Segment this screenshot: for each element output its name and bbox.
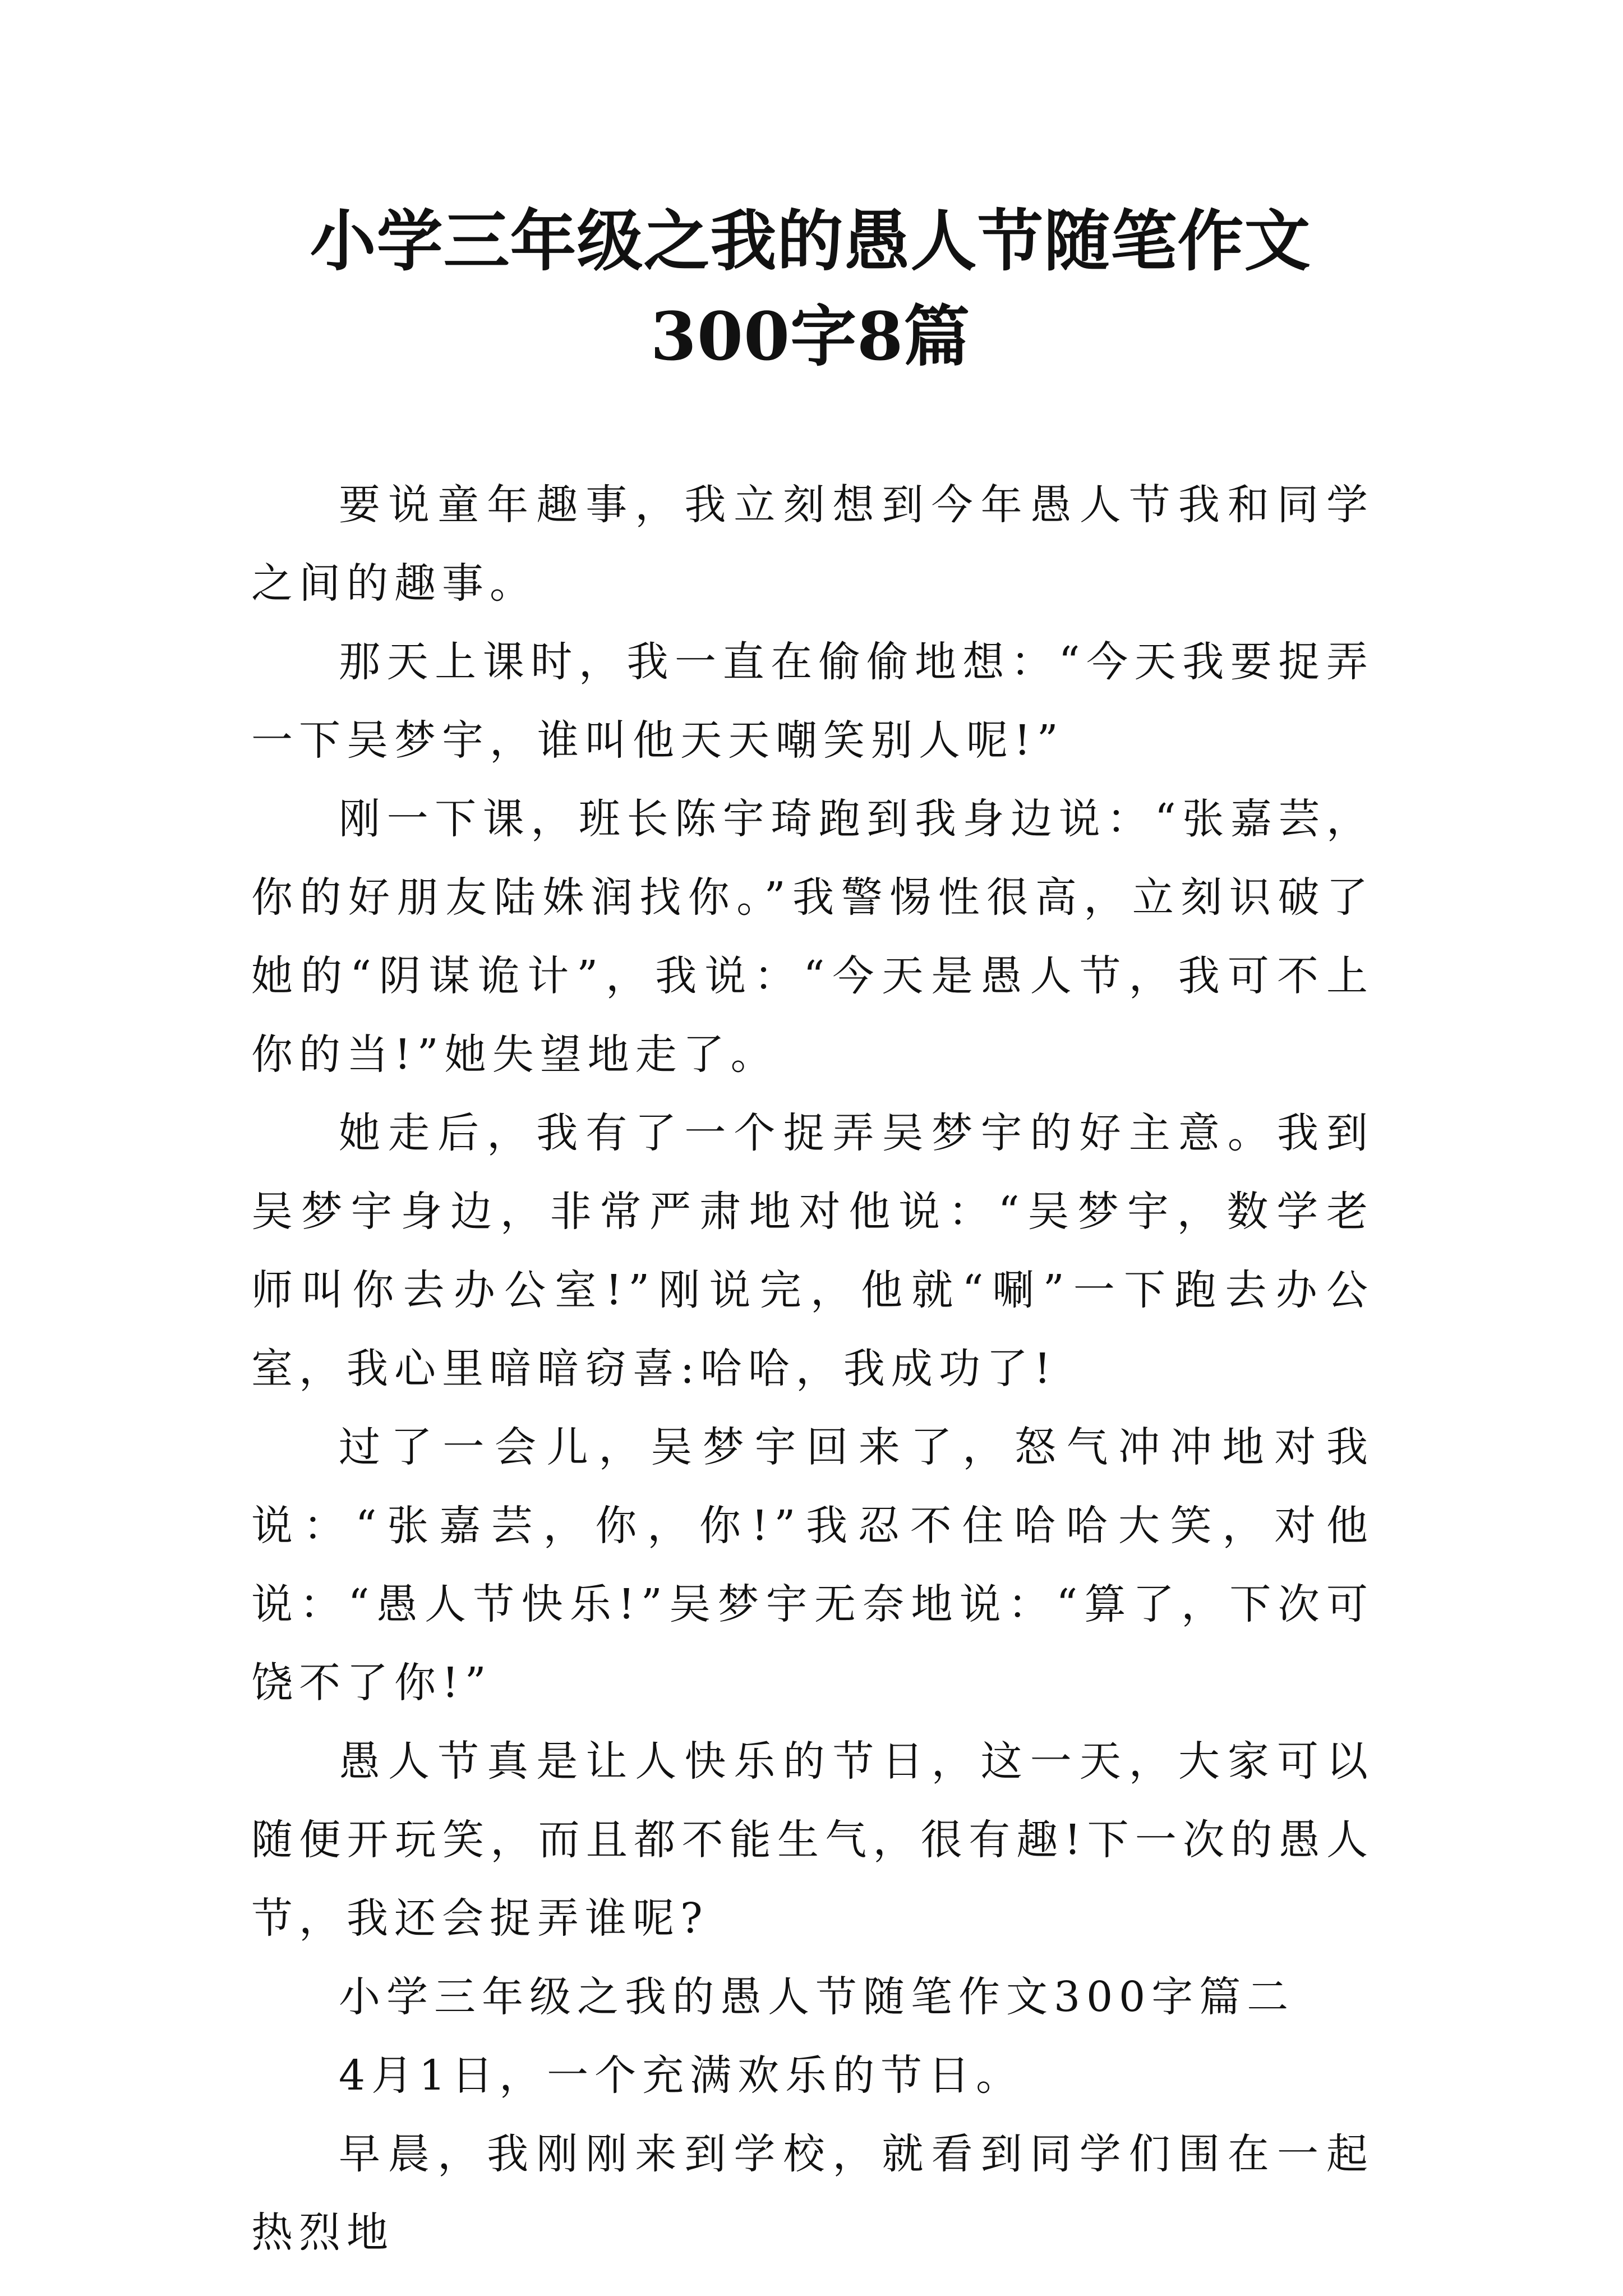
document-body [251, 466, 1374, 2272]
section-heading: 小学三年级之我的愚人节随笔作文300字篇二 [339, 1973, 1295, 2021]
paragraph: 要说童年趣事，我立刻想到今年愚人节我和同学之间的趣事。 [251, 481, 1374, 608]
document-title: 小学三年级之我的愚人节随笔作文300字8篇 [310, 202, 1311, 375]
paragraph: 那天上课时，我一直在偷偷地想：“今天我要捉弄一下吴梦宇，谁叫他天天嘲笑别人呢!” [251, 638, 1374, 765]
paragraph: 过了一会儿，吴梦宇回来了，怒气冲冲地对我说：“张嘉芸，你，你!”我忍不住哈哈大笑，对他说：“愚人节快乐!”吴梦宇无奈地说：“算了，下次可饶不了你!” [251, 1423, 1374, 1707]
paragraph: 早晨，我刚刚来到学校，就看到同学们围在一起热烈地 [251, 2130, 1374, 2257]
paragraph: 她走后，我有了一个捉弄吴梦宇的好主意。我到吴梦宇身边，非常严肃地对他说：“吴梦宇，数学老师叫你去办公室!”刚说完，他就“唰”一下跑去办公室，我心里暗暗窃喜:哈哈，我成功了! [251, 1109, 1374, 1393]
paragraph: 愚人节真是让人快乐的节日，这一天，大家可以随便开玩笑，而且都不能生气，很有趣!下一次的愚人节，我还会捉弄谁呢? [251, 1737, 1374, 1943]
paragraph: 4月1日，一个充满欢乐的节日。 [339, 2051, 1024, 2100]
paragraph: 刚一下课，班长陈宇琦跑到我身边说：“张嘉芸，你的好朋友陆姝润找你。”我警惕性很高，立刻识破了她的“阴谋诡计”，我说：“今天是愚人节，我可不上你的当!”她失望地走了。 [251, 795, 1374, 1079]
